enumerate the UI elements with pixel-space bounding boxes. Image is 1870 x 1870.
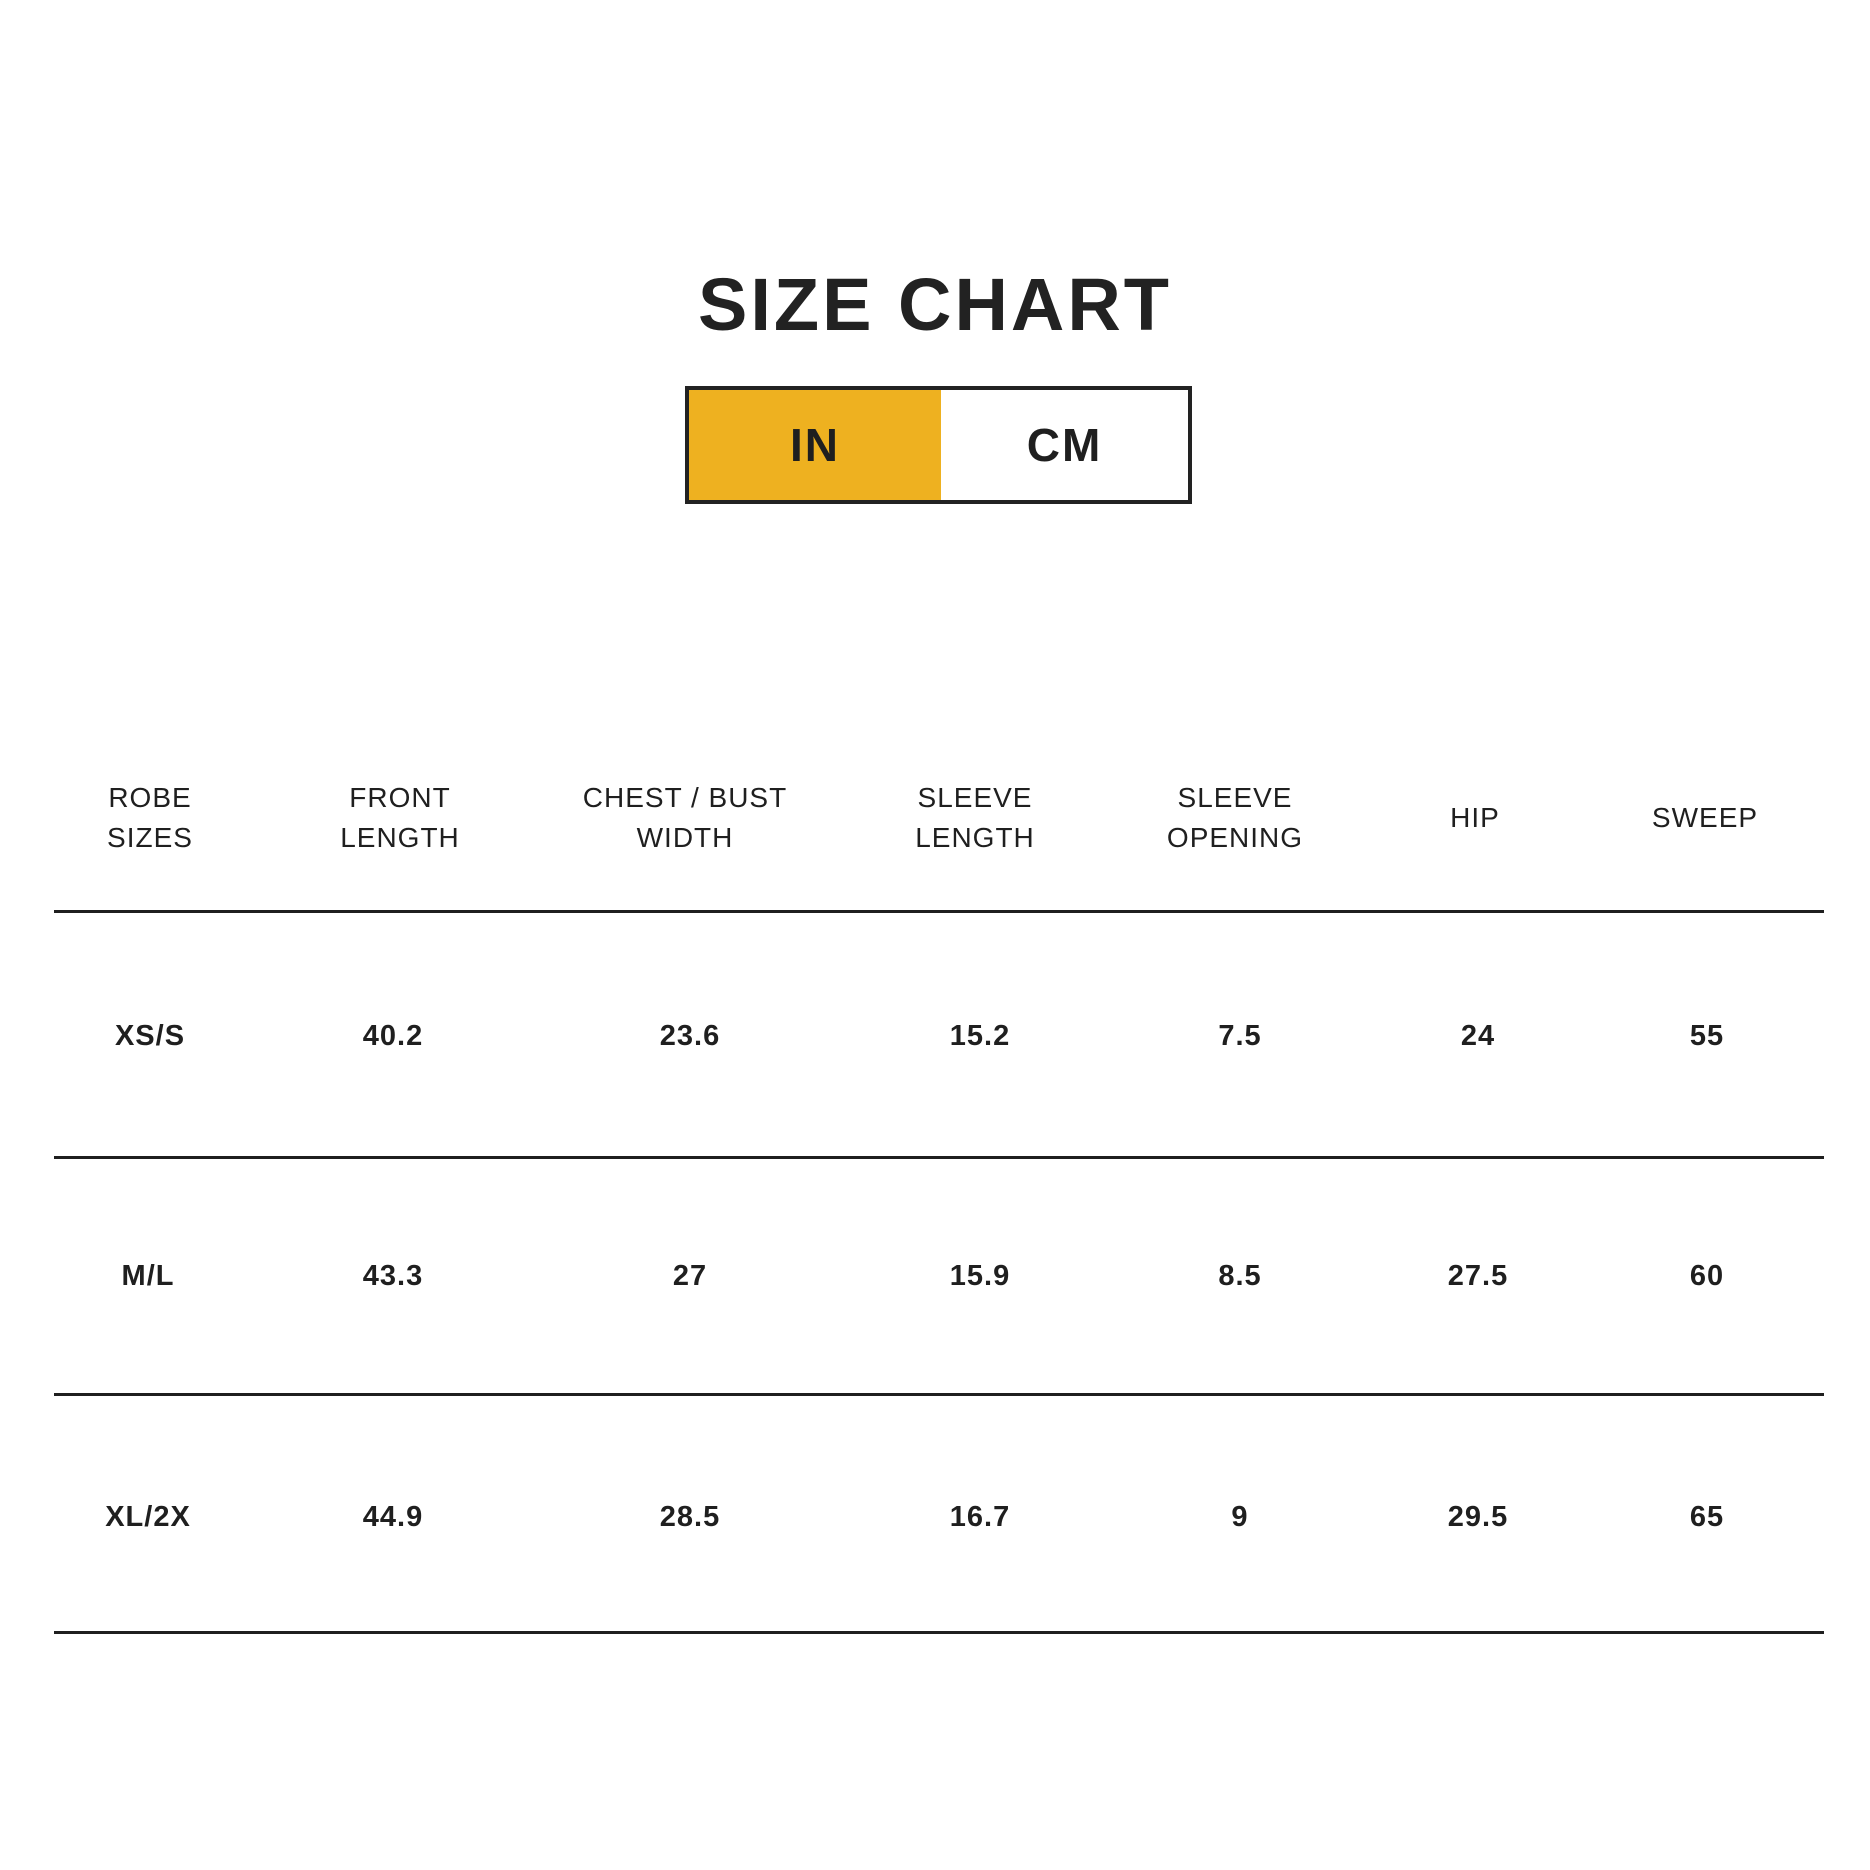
table-cell-size: M/L <box>121 1259 175 1292</box>
table-cell-front-length: 43.3 <box>362 1259 424 1292</box>
unit-option-in[interactable]: IN <box>689 390 941 500</box>
unit-option-cm[interactable]: CM <box>941 390 1188 500</box>
table-cell-size: XS/S <box>114 1019 186 1052</box>
table-cell-hip: 27.5 <box>1447 1259 1509 1292</box>
table-divider <box>54 1393 1824 1396</box>
table-cell-sweep: 60 <box>1689 1259 1725 1292</box>
table-cell-size: XL/2X <box>105 1500 191 1533</box>
table-cell-sleeve-length: 15.9 <box>949 1259 1011 1292</box>
table-cell-hip: 29.5 <box>1447 1500 1509 1533</box>
column-header-sweep: SWEEP <box>1651 802 1759 833</box>
table-cell-sweep: 65 <box>1689 1500 1725 1533</box>
table-cell-chest-bust-width: 28.5 <box>659 1500 721 1533</box>
table-divider <box>54 910 1824 913</box>
table-cell-chest-bust-width: 23.6 <box>659 1019 721 1052</box>
table-divider <box>54 1156 1824 1159</box>
column-header-sleeve-length: SLEEVE LENGTH <box>915 782 1035 853</box>
column-header-front-length: FRONT LENGTH <box>340 782 460 853</box>
table-cell-sleeve-length: 16.7 <box>949 1500 1011 1533</box>
column-header-robe-sizes: ROBE SIZES <box>107 782 193 853</box>
column-header-chest-bust-width: CHEST / BUST WIDTH <box>582 782 788 853</box>
table-cell-chest-bust-width: 27 <box>672 1259 708 1292</box>
table-cell-sleeve-opening: 7.5 <box>1218 1019 1262 1052</box>
table-cell-sweep: 55 <box>1689 1019 1725 1052</box>
table-cell-front-length: 40.2 <box>362 1019 424 1052</box>
table-cell-front-length: 44.9 <box>362 1500 424 1533</box>
column-header-sleeve-opening: SLEEVE OPENING <box>1166 782 1304 853</box>
table-cell-sleeve-opening: 8.5 <box>1218 1259 1262 1292</box>
unit-toggle <box>685 386 1192 504</box>
table-cell-sleeve-opening: 9 <box>1231 1500 1249 1533</box>
column-header-hip: HIP <box>1450 802 1500 833</box>
table-cell-hip: 24 <box>1460 1019 1496 1052</box>
page-title: SIZE CHART <box>698 263 1172 346</box>
table-divider <box>54 1631 1824 1634</box>
table-cell-sleeve-length: 15.2 <box>949 1019 1011 1052</box>
